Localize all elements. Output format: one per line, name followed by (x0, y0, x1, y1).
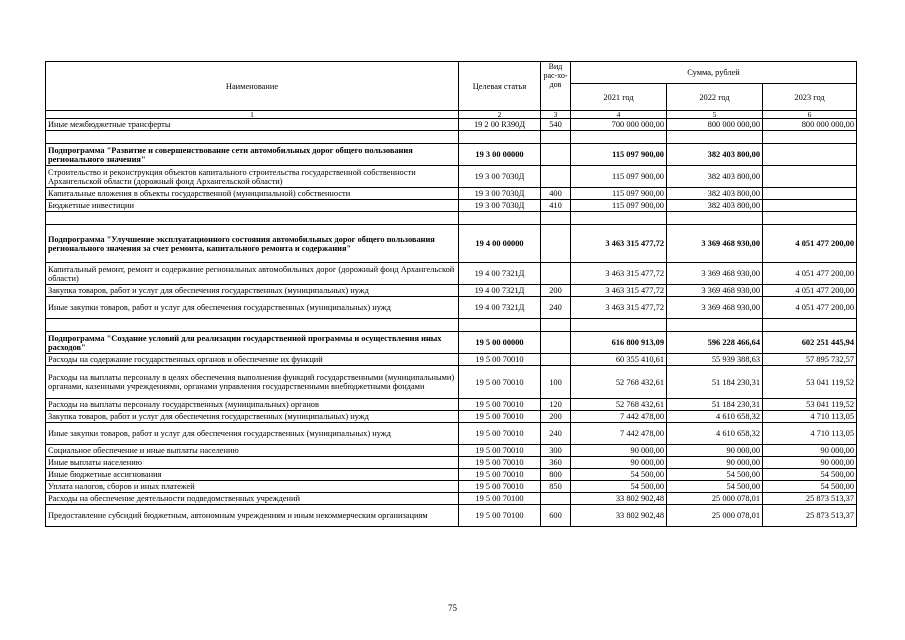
table-header (46, 62, 857, 119)
cell-name: Иные закупки товаров, работ и услуг для обеспечения государственных (муниципальных) нужд (46, 297, 459, 319)
cell-sum-2021: 616 800 913,09 (571, 332, 667, 354)
empty-cell (459, 212, 541, 225)
table-row (46, 263, 857, 285)
table-row (46, 505, 857, 527)
cell-target-code: 19 5 00 70100 (459, 505, 541, 527)
subprogram-row (46, 144, 857, 166)
cell-sum-2023: 25 873 513,37 (763, 505, 857, 527)
table-row (46, 457, 857, 469)
cell-expense-type: 850 (541, 481, 571, 493)
budget-table (45, 61, 857, 527)
cell-sum-2021: 700 000 000,00 (571, 119, 667, 131)
empty-cell (541, 131, 571, 144)
header-name: Наименование (46, 62, 459, 111)
cell-sum-2023: 90 000,00 (763, 457, 857, 469)
cell-sum-2021: 60 355 410,61 (571, 354, 667, 366)
cell-target-code: 19 3 00 00000 (459, 144, 541, 166)
cell-sum-2022: 382 403 800,00 (667, 188, 763, 200)
table-row (46, 354, 857, 366)
empty-cell (459, 319, 541, 332)
cell-name: Подпрограмма "Развитие и совершенствование сети автомобильных дорог общего пользования регионального значения" (46, 144, 459, 166)
cell-sum-2023 (763, 200, 857, 212)
cell-expense-type: 360 (541, 457, 571, 469)
column-number: 1 (46, 111, 459, 119)
header-code: Целевая статья (459, 62, 541, 111)
table-row (46, 166, 857, 188)
cell-sum-2023: 4 051 477 200,00 (763, 297, 857, 319)
cell-sum-2022: 382 403 800,00 (667, 200, 763, 212)
cell-name: Закупка товаров, работ и услуг для обеспечения государственных (муниципальных) нужд (46, 285, 459, 297)
cell-sum-2023: 54 500,00 (763, 469, 857, 481)
cell-sum-2022: 90 000,00 (667, 445, 763, 457)
table-row (46, 445, 857, 457)
cell-sum-2023: 54 500,00 (763, 481, 857, 493)
cell-target-code: 19 4 00 00000 (459, 225, 541, 263)
cell-target-code: 19 5 00 70010 (459, 445, 541, 457)
cell-target-code: 19 5 00 70100 (459, 493, 541, 505)
column-number: 6 (763, 111, 857, 119)
cell-sum-2021: 115 097 900,00 (571, 200, 667, 212)
cell-sum-2021: 3 463 315 477,72 (571, 263, 667, 285)
cell-name: Расходы на содержание государственных органов и обеспечение их функций (46, 354, 459, 366)
cell-target-code: 19 3 00 7030Д (459, 166, 541, 188)
cell-name: Расходы на обеспечение деятельности подведомственных учреждений (46, 493, 459, 505)
cell-target-code: 19 5 00 70010 (459, 423, 541, 445)
cell-sum-2023: 90 000,00 (763, 445, 857, 457)
cell-sum-2023 (763, 188, 857, 200)
cell-expense-type (541, 225, 571, 263)
column-number: 3 (541, 111, 571, 119)
cell-sum-2022: 55 939 388,63 (667, 354, 763, 366)
cell-sum-2022: 90 000,00 (667, 457, 763, 469)
cell-expense-type: 240 (541, 297, 571, 319)
cell-expense-type (541, 166, 571, 188)
cell-sum-2022: 3 369 468 930,00 (667, 263, 763, 285)
table-row (46, 493, 857, 505)
cell-expense-type (541, 493, 571, 505)
cell-target-code: 19 3 00 7030Д (459, 200, 541, 212)
cell-sum-2021: 115 097 900,00 (571, 144, 667, 166)
cell-expense-type: 200 (541, 411, 571, 423)
cell-sum-2023: 4 051 477 200,00 (763, 263, 857, 285)
cell-sum-2023: 57 895 732,57 (763, 354, 857, 366)
cell-sum-2021: 7 442 478,00 (571, 423, 667, 445)
empty-cell (541, 319, 571, 332)
table-row (46, 423, 857, 445)
table-row (46, 366, 857, 399)
cell-name: Капитальный ремонт, ремонт и содержание региональных автомобильных дорог (дорожный фонд Архангельской области) (46, 263, 459, 285)
empty-cell (46, 131, 459, 144)
cell-expense-type: 540 (541, 119, 571, 131)
cell-sum-2022: 3 369 468 930,00 (667, 285, 763, 297)
table-row (46, 469, 857, 481)
cell-name: Подпрограмма "Улучшение эксплуатационного состояния автомобильных дорог общего пользования регионального значения за счет ремонта, капитального ремонта и содержания" (46, 225, 459, 263)
cell-sum-2021: 115 097 900,00 (571, 188, 667, 200)
cell-expense-type (541, 144, 571, 166)
header-expense-type: Вид рас-хо-дов (541, 62, 571, 111)
cell-expense-type: 100 (541, 366, 571, 399)
cell-sum-2022: 54 500,00 (667, 469, 763, 481)
cell-sum-2023: 602 251 445,94 (763, 332, 857, 354)
empty-cell (46, 319, 459, 332)
cell-sum-2022: 25 000 078,01 (667, 505, 763, 527)
table-row (46, 411, 857, 423)
cell-sum-2022: 596 228 466,64 (667, 332, 763, 354)
cell-sum-2022: 3 369 468 930,00 (667, 297, 763, 319)
empty-cell (667, 131, 763, 144)
empty-cell (571, 131, 667, 144)
table-row (46, 399, 857, 411)
cell-name: Расходы на выплаты персоналу государственных (муниципальных) органов (46, 399, 459, 411)
table-row (46, 285, 857, 297)
cell-sum-2021: 54 500,00 (571, 481, 667, 493)
cell-sum-2021: 115 097 900,00 (571, 166, 667, 188)
cell-sum-2021: 54 500,00 (571, 469, 667, 481)
cell-expense-type (541, 354, 571, 366)
cell-sum-2023: 800 000 000,00 (763, 119, 857, 131)
empty-cell (571, 212, 667, 225)
cell-name: Иные выплаты населению (46, 457, 459, 469)
page-number: 75 (448, 603, 457, 613)
cell-name: Иные бюджетные ассигнования (46, 469, 459, 481)
table-body (46, 119, 857, 527)
table-row (46, 481, 857, 493)
cell-sum-2022: 4 610 658,32 (667, 423, 763, 445)
cell-sum-2022: 800 000 000,00 (667, 119, 763, 131)
spacer-row (46, 131, 857, 144)
cell-target-code: 19 4 00 7321Д (459, 263, 541, 285)
cell-sum-2021: 33 802 902,48 (571, 493, 667, 505)
empty-cell (459, 131, 541, 144)
cell-name: Предоставление субсидий бюджетным, автономным учреждениям и иным некоммерческим организациям (46, 505, 459, 527)
cell-sum-2023 (763, 144, 857, 166)
cell-sum-2022: 51 184 230,31 (667, 366, 763, 399)
empty-cell (667, 212, 763, 225)
cell-sum-2023: 4 710 113,05 (763, 423, 857, 445)
cell-sum-2021: 90 000,00 (571, 445, 667, 457)
cell-name: Иные межбюджетные трансферты (46, 119, 459, 131)
subprogram-row (46, 225, 857, 263)
cell-name: Закупка товаров, работ и услуг для обеспечения государственных (муниципальных) нужд (46, 411, 459, 423)
table-row (46, 297, 857, 319)
cell-target-code: 19 5 00 70010 (459, 399, 541, 411)
cell-sum-2022: 3 369 468 930,00 (667, 225, 763, 263)
subprogram-row (46, 332, 857, 354)
cell-sum-2023 (763, 166, 857, 188)
cell-target-code: 19 5 00 70010 (459, 354, 541, 366)
cell-sum-2022: 54 500,00 (667, 481, 763, 493)
empty-cell (571, 319, 667, 332)
table-row (46, 188, 857, 200)
cell-target-code: 19 4 00 7321Д (459, 297, 541, 319)
table-row (46, 119, 857, 131)
column-number: 2 (459, 111, 541, 119)
spacer-row (46, 212, 857, 225)
cell-sum-2023: 53 041 119,52 (763, 366, 857, 399)
empty-cell (46, 212, 459, 225)
cell-sum-2021: 3 463 315 477,72 (571, 225, 667, 263)
cell-sum-2022: 382 403 800,00 (667, 166, 763, 188)
empty-cell (667, 319, 763, 332)
empty-cell (763, 212, 857, 225)
cell-sum-2021: 52 768 432,61 (571, 399, 667, 411)
cell-expense-type: 410 (541, 200, 571, 212)
cell-sum-2021: 7 442 478,00 (571, 411, 667, 423)
cell-expense-type (541, 332, 571, 354)
cell-name: Капитальные вложения в объекты государственной (муниципальной) собственности (46, 188, 459, 200)
cell-name: Подпрограмма "Создание условий для реализации государственной программы и осуществления иных расходов" (46, 332, 459, 354)
cell-name: Уплата налогов, сборов и иных платежей (46, 481, 459, 493)
cell-target-code: 19 3 00 7030Д (459, 188, 541, 200)
empty-cell (763, 131, 857, 144)
cell-target-code: 19 2 00 R390Д (459, 119, 541, 131)
cell-name: Строительство и реконструкция объектов капитального строительства государственной собственности Архангельской области (дорожный фонд Архангельской области) (46, 166, 459, 188)
cell-sum-2023: 53 041 119,52 (763, 399, 857, 411)
cell-name: Социальное обеспечение и иные выплаты населению (46, 445, 459, 457)
cell-sum-2022: 4 610 658,32 (667, 411, 763, 423)
empty-cell (541, 212, 571, 225)
cell-target-code: 19 5 00 70010 (459, 457, 541, 469)
cell-target-code: 19 5 00 70010 (459, 366, 541, 399)
header-year-2021: 2021 год (571, 84, 667, 111)
cell-name: Расходы на выплаты персоналу в целях обеспечения выполнения функций государственными (муниципальными) органами, казенными учреждениями, органами управления государственными внебюджетными фондами (46, 366, 459, 399)
cell-expense-type: 240 (541, 423, 571, 445)
cell-target-code: 19 5 00 70010 (459, 469, 541, 481)
table-row (46, 200, 857, 212)
cell-target-code: 19 5 00 70010 (459, 481, 541, 493)
cell-sum-2023: 25 873 513,37 (763, 493, 857, 505)
cell-sum-2023: 4 710 113,05 (763, 411, 857, 423)
cell-sum-2021: 33 802 902,48 (571, 505, 667, 527)
cell-expense-type (541, 263, 571, 285)
cell-target-code: 19 4 00 7321Д (459, 285, 541, 297)
column-number: 4 (571, 111, 667, 119)
cell-sum-2021: 3 463 315 477,72 (571, 285, 667, 297)
header-year-2023: 2023 год (763, 84, 857, 111)
cell-sum-2022: 25 000 078,01 (667, 493, 763, 505)
cell-expense-type: 600 (541, 505, 571, 527)
cell-sum-2023: 4 051 477 200,00 (763, 225, 857, 263)
cell-expense-type: 120 (541, 399, 571, 411)
header-year-2022: 2022 год (667, 84, 763, 111)
cell-expense-type: 800 (541, 469, 571, 481)
cell-sum-2021: 3 463 315 477,72 (571, 297, 667, 319)
cell-sum-2022: 382 403 800,00 (667, 144, 763, 166)
header-sum: Сумма, рублей (571, 62, 857, 84)
cell-target-code: 19 5 00 00000 (459, 332, 541, 354)
cell-sum-2023: 4 051 477 200,00 (763, 285, 857, 297)
cell-target-code: 19 5 00 70010 (459, 411, 541, 423)
cell-sum-2021: 90 000,00 (571, 457, 667, 469)
cell-sum-2022: 51 184 230,31 (667, 399, 763, 411)
cell-expense-type: 200 (541, 285, 571, 297)
cell-sum-2021: 52 768 432,61 (571, 366, 667, 399)
spacer-row (46, 319, 857, 332)
column-number: 5 (667, 111, 763, 119)
cell-expense-type: 300 (541, 445, 571, 457)
cell-name: Бюджетные инвестиции (46, 200, 459, 212)
empty-cell (763, 319, 857, 332)
cell-name: Иные закупки товаров, работ и услуг для обеспечения государственных (муниципальных) нужд (46, 423, 459, 445)
cell-expense-type: 400 (541, 188, 571, 200)
